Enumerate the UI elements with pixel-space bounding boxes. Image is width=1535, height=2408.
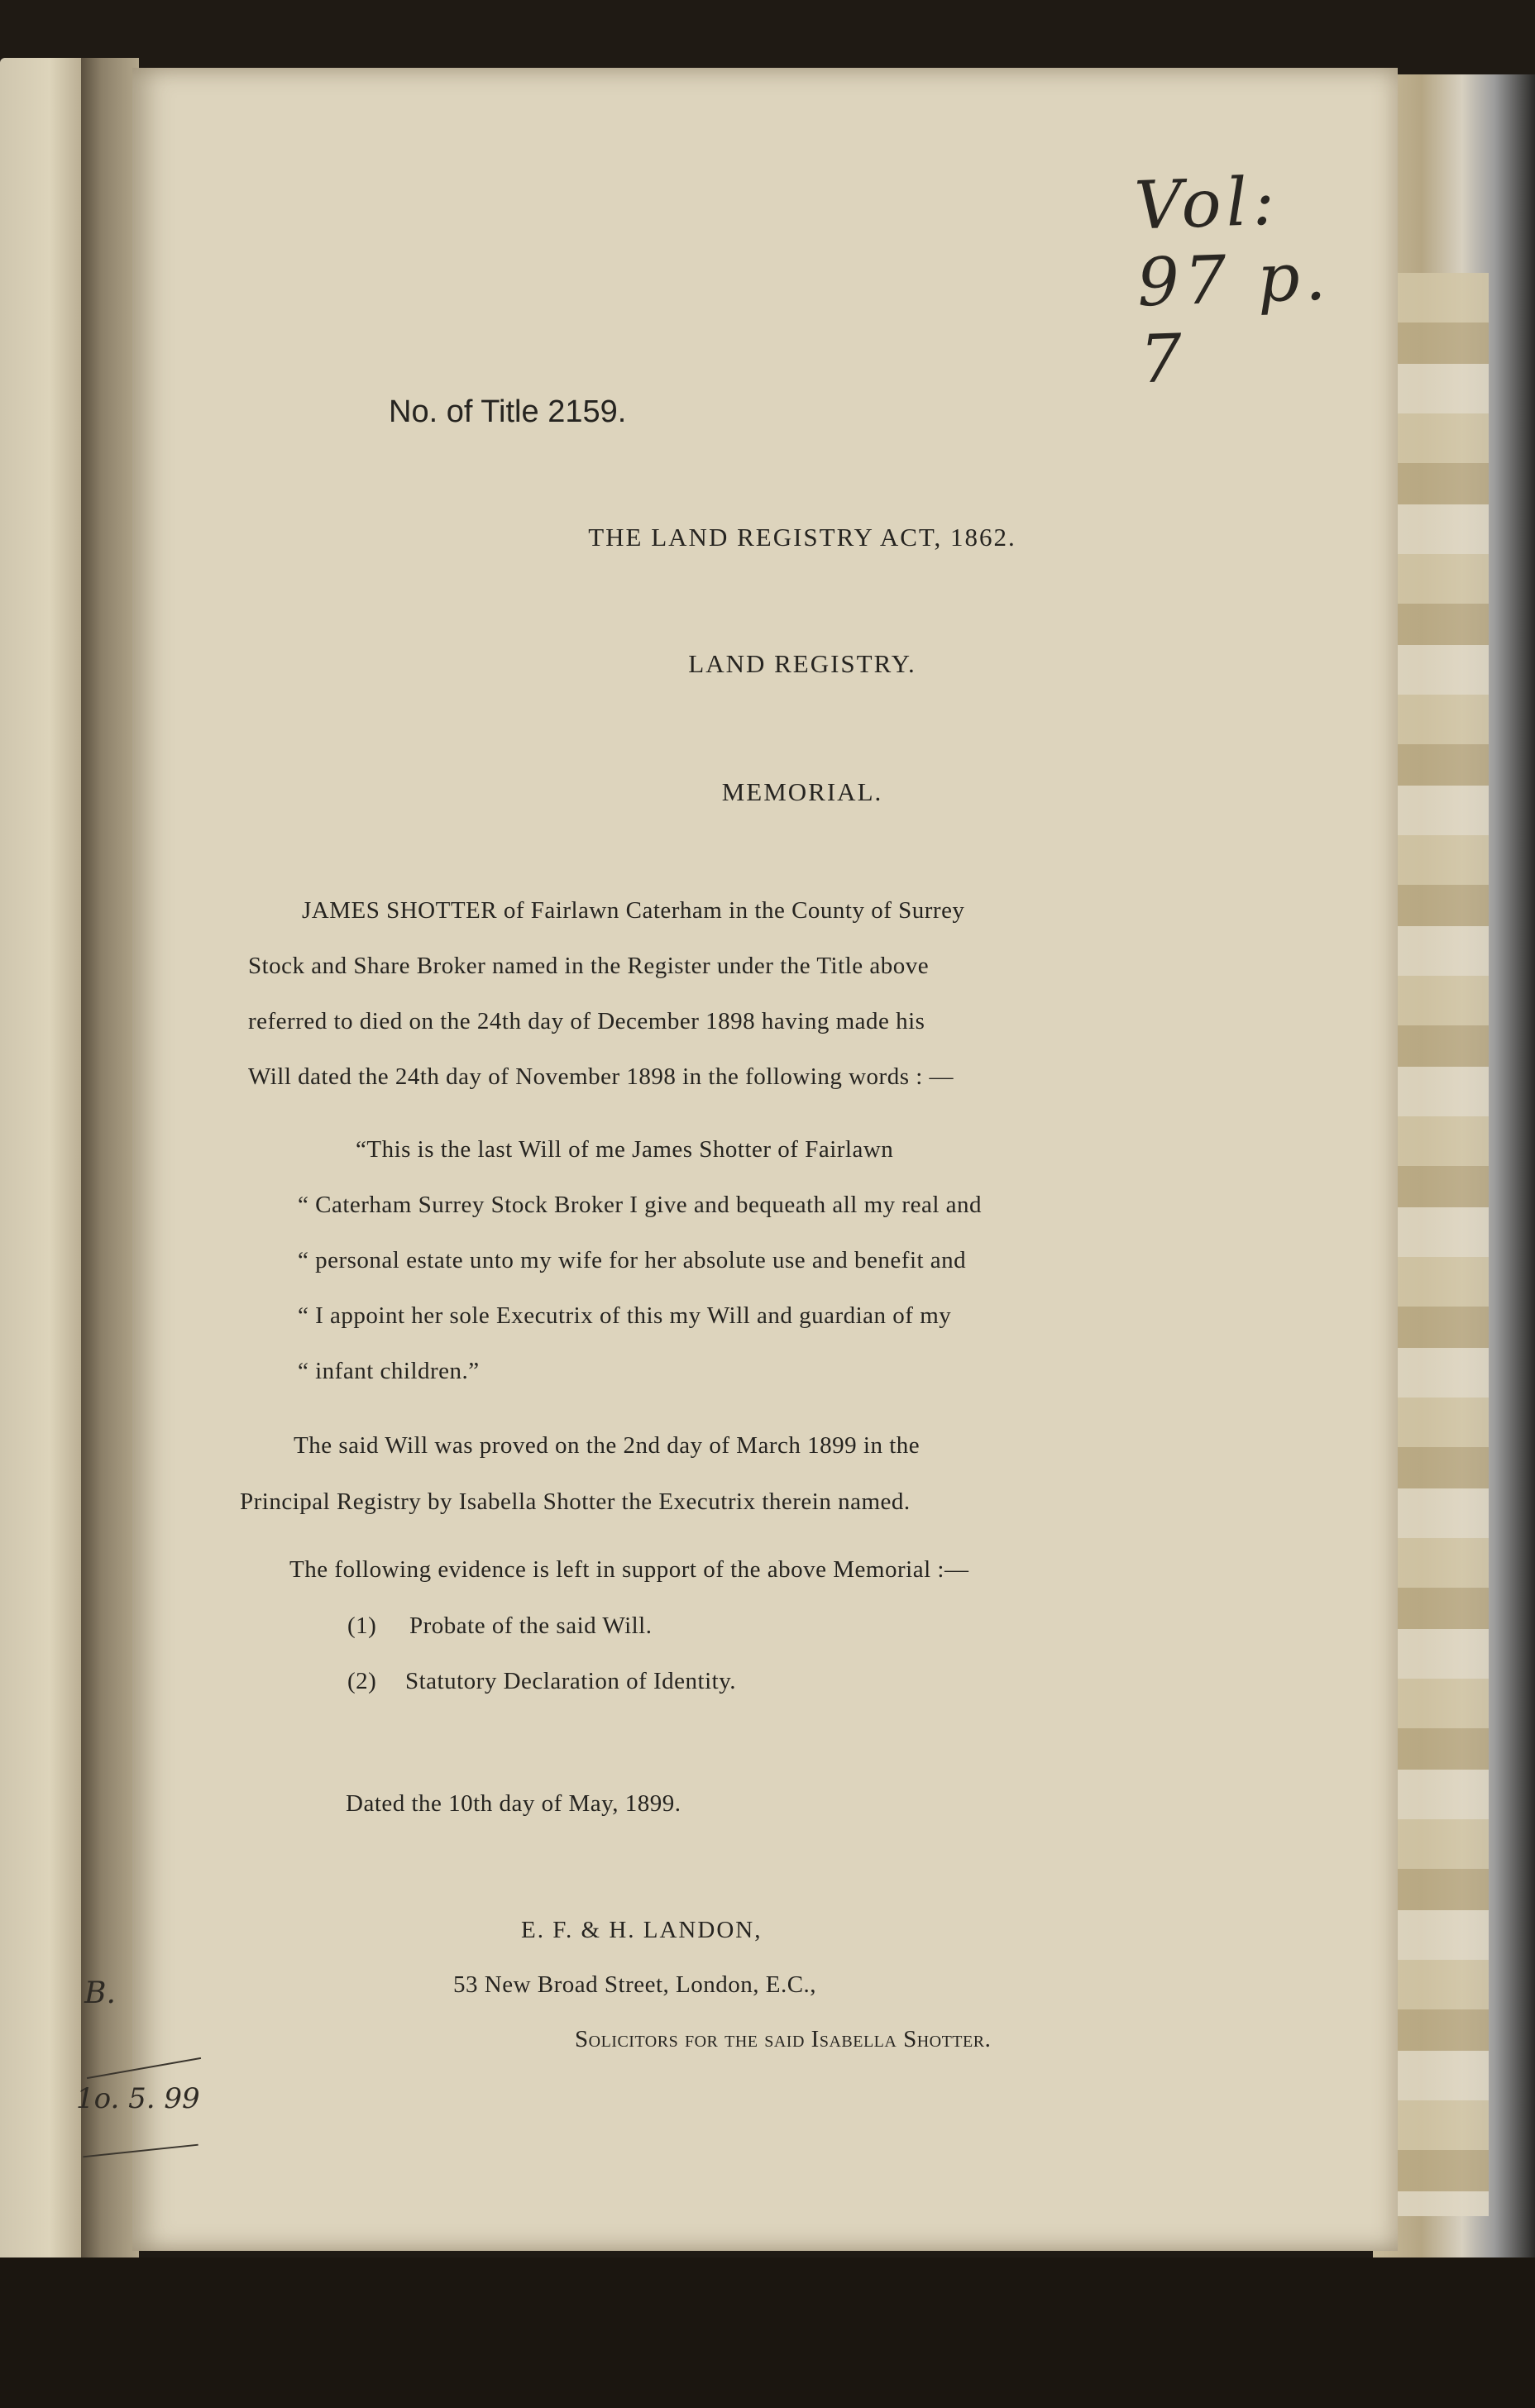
book-gutter xyxy=(81,58,139,2282)
quote-line-4: “ I appoint her sole Executrix of this my Will and guardian of my xyxy=(298,1302,952,1329)
left-facing-page xyxy=(0,58,83,2274)
solicitor-role: Solicitors for the said Isabella Shotter. xyxy=(575,2026,992,2052)
evidence-text-1: Probate of the said Will. xyxy=(409,1612,653,1639)
evidence-intro: The following evidence is left in support of the above Memorial :— xyxy=(289,1556,969,1583)
margin-note-initial: B. xyxy=(84,1976,116,2010)
body-line-4: Will dated the 24th day of November 1898 in the following words : — xyxy=(248,1063,954,1090)
proved-line-1: The said Will was proved on the 2nd day of March 1899 in the xyxy=(294,1432,921,1459)
quote-line-5: “ infant children.” xyxy=(298,1358,480,1384)
proved-line-2: Principal Registry by Isabella Shotter the Executrix therein named. xyxy=(240,1488,911,1515)
body-line-3: referred to died on the 24th day of December 1898 having made his xyxy=(248,1008,925,1034)
book-cover-bottom xyxy=(0,2258,1535,2408)
quote-line-1: “This is the last Will of me James Shotter of Fairlawn xyxy=(356,1136,894,1163)
evidence-number-1: (1) xyxy=(347,1612,377,1639)
solicitor-name: E. F. & H. LANDON, xyxy=(521,1917,763,1943)
body-line-2: Stock and Share Broker named in the Register under the Title above xyxy=(248,953,930,979)
act-heading: THE LAND REGISTRY ACT, 1862. xyxy=(588,523,1016,552)
dated-line: Dated the 10th day of May, 1899. xyxy=(346,1790,681,1817)
memorial-heading: MEMORIAL. xyxy=(721,777,883,806)
quote-line-3: “ personal estate unto my wife for her absolute use and benefit and xyxy=(298,1247,967,1273)
evidence-text-2: Statutory Declaration of Identity. xyxy=(405,1668,737,1694)
registry-heading: LAND REGISTRY. xyxy=(688,649,916,678)
quote-line-2: “ Caterham Surrey Stock Broker I give and bequeath all my real and xyxy=(298,1192,983,1218)
document-page xyxy=(132,68,1398,2251)
handwritten-volume-ref: Vol: 97 p. 7 xyxy=(1133,162,1332,399)
body-line-1: JAMES SHOTTER of Fairlawn Caterham in the County of Surrey xyxy=(302,897,965,924)
title-number: No. of Title 2159. xyxy=(389,394,627,429)
evidence-number-2: (2) xyxy=(347,1668,377,1694)
torn-page-edges xyxy=(1398,273,1489,2216)
margin-note-date: 1o. 5. 99 xyxy=(76,2082,200,2115)
solicitor-address: 53 New Broad Street, London, E.C., xyxy=(453,1971,817,1998)
